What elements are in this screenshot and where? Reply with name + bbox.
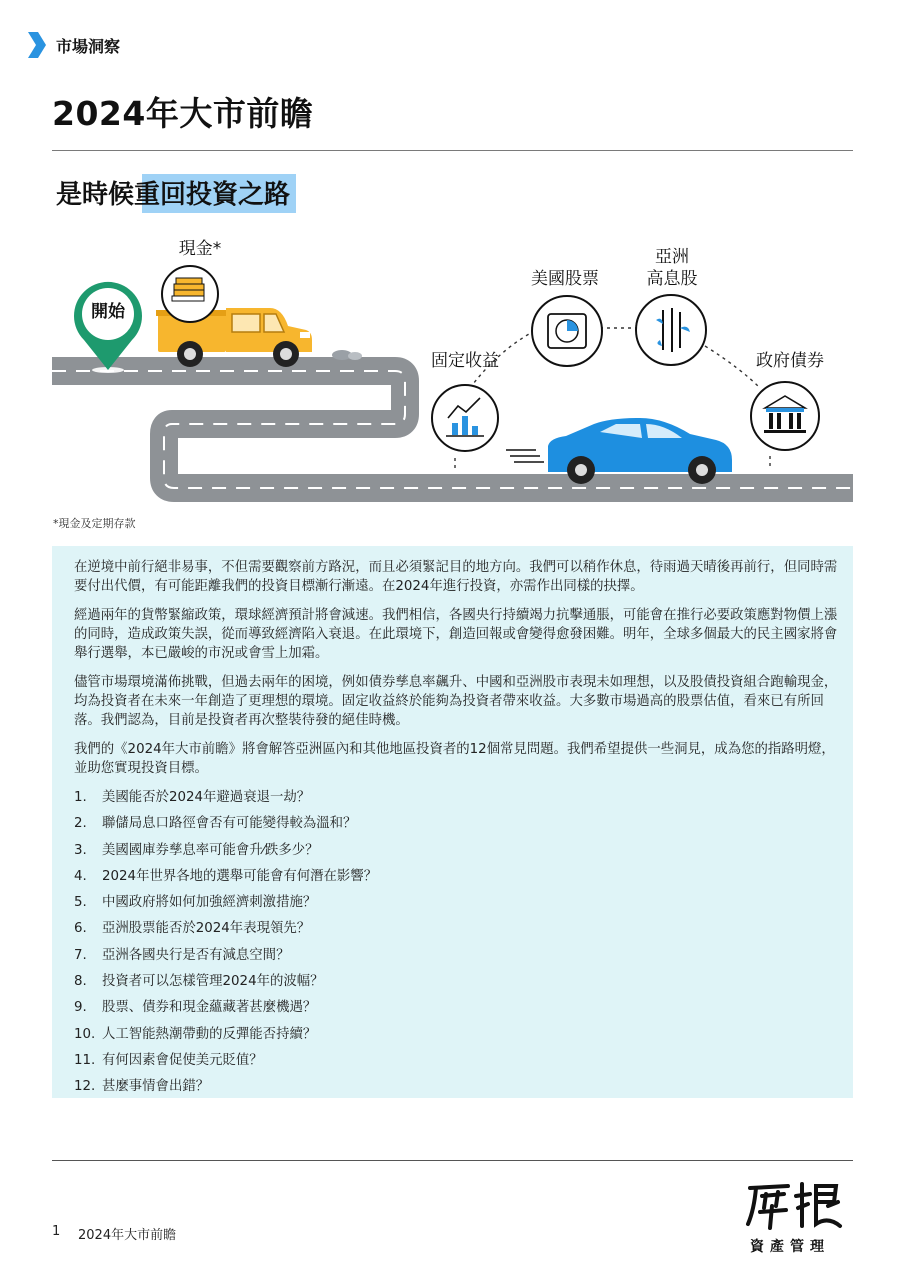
- investment-road-illustration: [0, 228, 905, 518]
- bar-chart-icon: [432, 385, 498, 451]
- list-item: 10. 人工智能熱潮帶動的反彈能否持續？: [74, 1026, 317, 1042]
- list-item: 12. 甚麼事情會出錯？: [74, 1079, 210, 1095]
- footer-title: 2024年大市前瞻: [78, 1228, 177, 1243]
- company-logo-text: 資產管理: [750, 1239, 830, 1255]
- section-tag-label: 市場洞察: [56, 36, 121, 56]
- footnote: *現金及定期存款: [53, 517, 136, 530]
- list-item: 7. 亞洲各國央行是否有減息空間？: [74, 947, 290, 963]
- list-item: 3. 美國國庫券孳息率可能會升⁄跌多少？: [74, 842, 319, 858]
- list-item: 5. 中國政府將如何加強經濟刺激措施？: [74, 895, 317, 911]
- bamboo-icon: [636, 295, 706, 365]
- page-subtitle: 是時候重回投資之路: [52, 174, 296, 213]
- footer-divider: [52, 1160, 853, 1161]
- list-item: 11. 有何因素會促使美元貶值？: [74, 1052, 263, 1068]
- header-divider: [52, 150, 853, 151]
- us-equity-label: 美國股票: [531, 269, 599, 289]
- cash-label: 現金*: [178, 239, 222, 259]
- page-title: 2024年大市前瞻: [52, 94, 314, 133]
- government-bonds-label: 政府債券: [756, 351, 824, 371]
- start-label: 開始: [91, 302, 125, 322]
- list-item: 4. 2024年世界各地的選舉可能會有何潛在影響？: [74, 868, 378, 884]
- fixed-income-label: 固定收益: [431, 351, 499, 371]
- asia-dividend-label-line1: 亞洲: [655, 247, 689, 267]
- pie-chart-icon: [532, 296, 602, 366]
- paragraph-3: 儘管市場環境滿佈挑戰，但過去兩年的困境，例如債券孳息率飆升、中國和亞洲股市表現未如理想，以及股債投資組合跑輸現金，均為投資者在未來一年創造了更理想的環境。固定收益終於能夠為投資者帶來收益。大多數市場過高的股票估值，看來已有所回落。我們認為，目前是投資者再次整裝待發的絕佳時機。: [74, 675, 838, 728]
- list-item: 1. 美國能否於2024年避過衰退一劫？: [74, 790, 311, 805]
- list-item: 6. 亞洲股票能否於2024年表現領先？: [74, 921, 311, 937]
- list-item: 9. 股票、債券和現金蘊藏著甚麼機遇？: [74, 1000, 317, 1016]
- asia-dividend-label-line2: 高息股: [646, 269, 698, 289]
- page-number: 1: [52, 1224, 61, 1239]
- list-item: 8. 投資者可以怎樣管理2024年的波幅？: [74, 974, 324, 990]
- company-logo: [744, 1176, 844, 1232]
- paragraph-2: 經過兩年的貨幣緊縮政策，環球經濟預計將會減速。我們相信，各國央行持續竭力抗擊通脹，可能會在推行必要政策應對物價上漲的同時，造成政策失誤，從而導致經濟陷入衰退。在此環境下，創造回報或會變得愈發困難。明年，全球多個最大的民主國家將會舉行選舉，本已嚴峻的市況或會雪上加霜。: [74, 608, 838, 661]
- chevron-right-icon: [26, 32, 46, 58]
- list-item: 2. 聯儲局息口路徑會否有可能變得較為溫和？: [74, 816, 357, 832]
- info-panel: [52, 546, 853, 1098]
- question-list: [74, 788, 839, 1104]
- bank-icon: [751, 382, 819, 450]
- section-tag: [26, 32, 120, 58]
- paragraph-1: 在逆境中前行絕非易事，不但需要觀察前方路況，而且必須緊記目的地方向。我們可以稍作休息，待雨過天晴後再前行，但同時需要付出代價，有可能距離我們的投資目標漸行漸遠。在2024年進行投資，亦需作出同樣的抉擇。: [74, 560, 838, 594]
- cash-stack-icon: [162, 266, 218, 322]
- paragraph-4: 我們的《2024年大市前瞻》將會解答亞洲區內和其他地區投資者的12個常見問題。我們希望提供一些洞見，成為您的指路明燈，並助您實現投資目標。: [74, 742, 835, 776]
